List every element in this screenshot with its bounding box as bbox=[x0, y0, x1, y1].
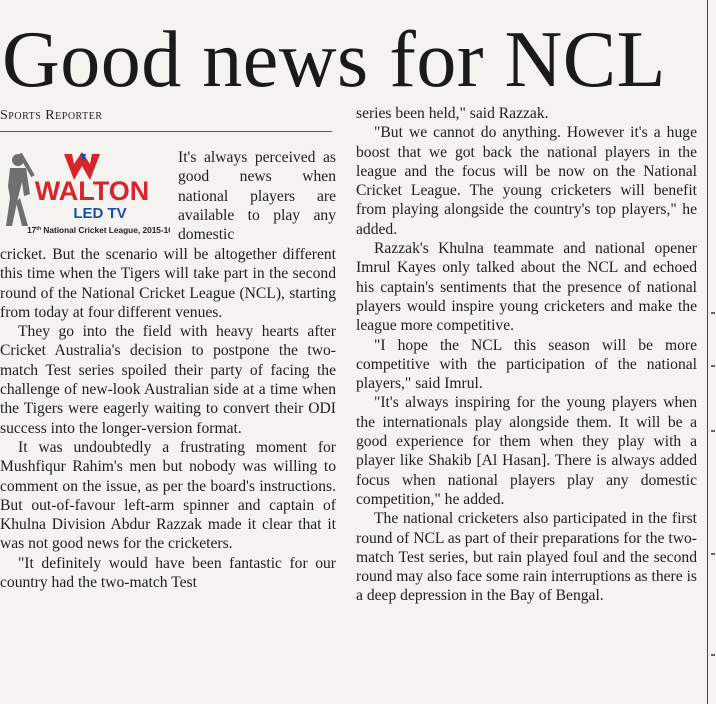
article-paragraph: "It's always inspiring for the young players when the internationals play alongside them. It will be a good experience for them when they play with a player like Shakib [Al Hasan]. There is always added focus when national players play any domestic competition," he added. bbox=[356, 394, 697, 508]
byline-rule bbox=[0, 131, 332, 132]
edge-mark bbox=[711, 654, 715, 656]
edge-mark bbox=[711, 553, 715, 555]
article-col1 bbox=[0, 245, 336, 592]
byline: Sports Reporter bbox=[0, 108, 103, 123]
edge-mark bbox=[711, 312, 715, 314]
article-col1-top bbox=[178, 148, 336, 244]
logo-tagline: 17th National Cricket League, 2015-16 bbox=[27, 225, 170, 235]
article-paragraph: "I hope the NCL this season will be more competitive with the participation of the national players," said Imrul. bbox=[356, 336, 697, 393]
column-rule bbox=[707, 0, 708, 704]
logo-sub: LED TV bbox=[73, 205, 127, 222]
article-paragraph: The national cricketers also participated in the first round of NCL as part of their preparations for the two-match Test series, but rain played foul and the second round may also face some rain interruptions as there is a deep depression in the Bay of Bengal. bbox=[356, 510, 697, 605]
headline: Good news for NCL bbox=[2, 16, 666, 104]
edge-mark bbox=[711, 430, 715, 432]
article-lead: It's always perceived as good news when national players are available to play any domestic bbox=[178, 149, 336, 244]
article-paragraph: "It definitely would have been fantastic for our country had the two-match Test bbox=[0, 554, 336, 592]
article-paragraph: Razzak's Khulna teammate and national opener Imrul Kayes only talked about the NCL and echoed his captain's sentiments that the presence of national players would inspire young cricketers and make the league more competitive. bbox=[356, 240, 697, 335]
article-paragraph: "But we cannot do anything. However it's a huge boost that we got back the national players in the league and the focus will be now on the National Cricket League. The young cricketers will benefit from playing alongside the country's top players," he added. bbox=[356, 124, 697, 238]
logo-brand: WALTON bbox=[34, 176, 150, 206]
walton-logo bbox=[0, 146, 170, 242]
article-paragraph: series been held," said Razzak. bbox=[356, 105, 549, 122]
article-col2 bbox=[356, 104, 697, 606]
article-paragraph: They go into the field with heavy hearts after Cricket Australia's decision to postpone the two-match Test series spoiled their party of facing the challenge of new-look Australian side at a time when the Tigers were eagerly waiting to convert their ODI success into the longer-version format. bbox=[0, 323, 336, 437]
cricketer-icon bbox=[6, 153, 35, 226]
edge-mark bbox=[711, 365, 715, 367]
article-paragraph: It was undoubtedly a frustrating moment for Mushfiqur Rahim's men but nobody was willing to comment on the issue, as per the board's instructions. But out-of-favour left-arm spinner and captain of Khulna Division Abdur Razzak made it clear that it was not good news for the cricketers. bbox=[0, 438, 336, 553]
article-paragraph: cricket. But the scenario will be altogether different this time when the Tigers will take part in the second round of the National Cricket League (NCL), starting from today at four different venues. bbox=[0, 246, 336, 321]
walton-logo-graphic bbox=[0, 146, 170, 242]
